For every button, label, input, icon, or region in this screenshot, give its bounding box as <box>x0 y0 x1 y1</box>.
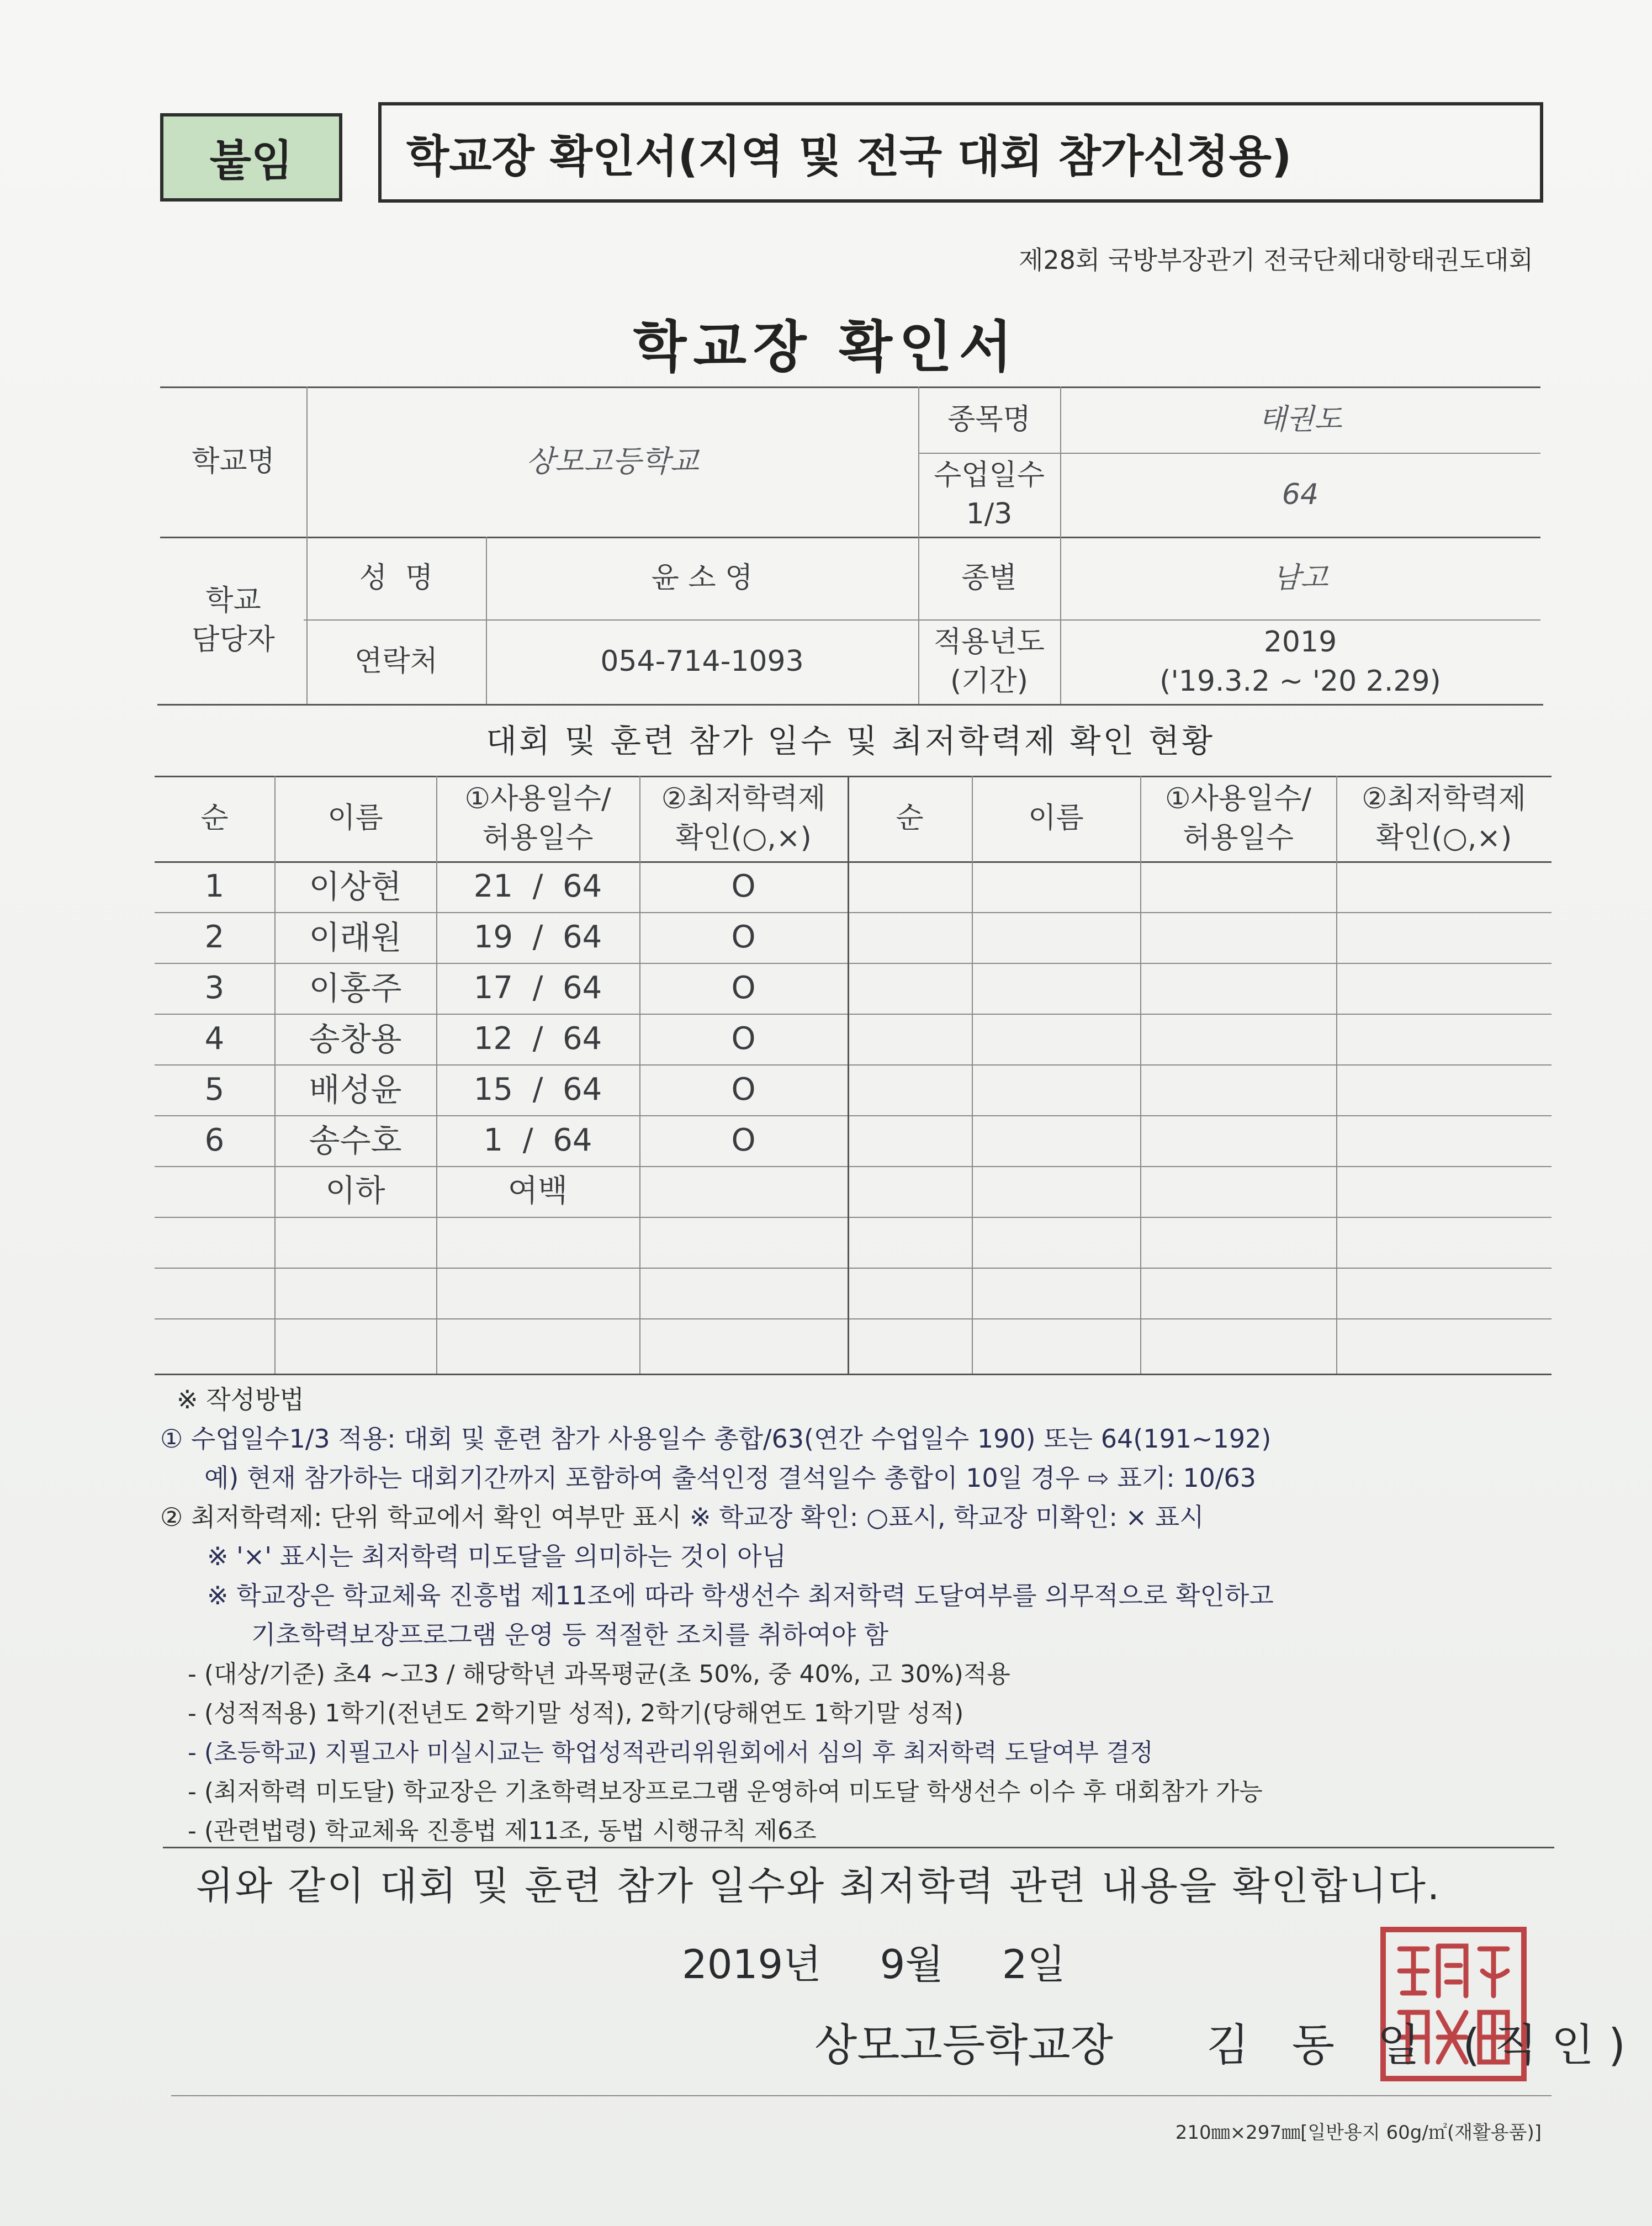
issue-date: 2019년 9월 2일 <box>682 1941 1066 1988</box>
header-no: 순 <box>200 802 229 835</box>
row-days: 12 / 64 <box>473 1021 602 1057</box>
type-label: 종별 <box>961 561 1017 595</box>
row-check: O <box>731 1072 756 1108</box>
header-name-right: 이름 <box>1028 802 1084 835</box>
row-name: 이래원 <box>309 918 402 956</box>
row-check: O <box>731 970 756 1006</box>
section-title: 대회 및 훈련 참가 일수 및 최저학력제 확인 현황 <box>485 722 1215 760</box>
row-days: 여백 <box>507 1173 568 1210</box>
note-line: ※ 학교장은 학교체육 진흥법 제11조에 따라 학생선수 최저학력 도달여부를 의무적으로 확인하고 <box>207 1581 1274 1610</box>
contact-value: 054-714-1093 <box>600 645 804 679</box>
row-check: O <box>731 919 756 956</box>
row-no: 4 <box>204 1021 225 1057</box>
header-days: ①사용일수/ 허용일수 <box>464 782 611 855</box>
row-name: 송수호 <box>309 1121 402 1159</box>
header-name: 이름 <box>327 802 383 835</box>
row-name: 이홍주 <box>309 969 402 1007</box>
note-line: - (관련법령) 학교체육 진흥법 제11조, 동법 시행규칙 제6조 <box>188 1817 817 1845</box>
row-no: 5 <box>204 1072 225 1108</box>
note-line: - (초등학교) 지필고사 미실시교는 학업성적관리위원회에서 심의 후 최저학력 도달여부 결정 <box>188 1739 1153 1767</box>
principal-title: 상모고등학교장 <box>814 2020 1113 2071</box>
note-line: - (성적적용) 1학기(전년도 2학기말 성적), 2학기(당해연도 1학기말 성적) <box>188 1699 964 1727</box>
row-no: 6 <box>204 1122 225 1159</box>
type-value: 남고 <box>1272 561 1328 595</box>
row-days: 19 / 64 <box>473 919 602 956</box>
name-value: 윤 소 영 <box>651 561 753 595</box>
school-value: 상모고등학교 <box>526 443 699 479</box>
row-name: 송창용 <box>309 1020 402 1058</box>
row-check: O <box>731 1021 756 1057</box>
row-days: 21 / 64 <box>473 868 602 905</box>
note-line: - (대상/기준) 초4 ~고3 / 해당학년 과목평균(초 50%, 중 40%, 고 30%)적용 <box>188 1660 1010 1688</box>
note-line: ① 수업일수1/3 적용: 대회 및 훈련 참가 사용일수 총합/63(연간 수업일수 190) 또는 64(191~192) <box>160 1424 1272 1454</box>
event-name: 제28회 국방부장관기 전국단체대항태권도대회 <box>1018 245 1533 275</box>
year-label: 적용년도 (기간) <box>934 626 1045 698</box>
header-no-right: 순 <box>896 802 924 835</box>
row-check: O <box>731 868 756 905</box>
school-label: 학교명 <box>192 444 275 478</box>
header-check-right: ②최저학력제 확인(○,×) <box>1362 782 1526 855</box>
document-title: 학교장 확인서 <box>633 315 1019 379</box>
row-days: 1 / 64 <box>483 1122 592 1159</box>
name-label: 성 명 <box>359 561 433 595</box>
sport-value: 태권도 <box>1258 402 1342 436</box>
manager-label: 학교 담당자 <box>192 584 275 656</box>
note-line: 기초학력보장프로그램 운영 등 적절한 조치를 취하여야 함 <box>251 1620 889 1650</box>
year-value: 2019 ('19.3.2 ~ '20 2.29) <box>1159 626 1441 698</box>
row-name: 이상현 <box>309 867 402 905</box>
row-no: 2 <box>204 919 225 956</box>
row-days: 15 / 64 <box>473 1072 602 1108</box>
note-line: - (최저학력 미도달) 학교장은 기초학력보장프로그램 운영하여 미도달 학생선수 이수 후 대회참가 가능 <box>188 1778 1263 1806</box>
header-days-right: ①사용일수/ 허용일수 <box>1164 782 1312 855</box>
note-line: ② 최저학력제: 단위 학교에서 확인 여부만 표시 ※ 학교장 확인: ○표시, 학교장 미확인: × 표시 <box>160 1502 1204 1532</box>
paper-spec-footer: 210㎜×297㎜[일반용지 60g/㎡(재활용품)] <box>1175 2122 1542 2144</box>
contact-label: 연락처 <box>354 645 438 679</box>
row-no: 1 <box>204 868 225 905</box>
notes-title: ※ 작성방법 <box>177 1385 304 1414</box>
form-title-box: 학교장 확인서(지역 및 전국 대회 참가신청용) <box>378 102 1543 203</box>
principal-name: 김 동 일 (직인) <box>1206 2020 1640 2071</box>
row-name: 배성윤 <box>309 1070 402 1109</box>
days-label: 수업일수 1/3 <box>934 458 1045 531</box>
attachment-badge: 붙임 <box>160 113 342 202</box>
row-name: 이하 <box>325 1173 385 1210</box>
confirmation-statement: 위와 같이 대회 및 훈련 참가 일수와 최저학력 관련 내용을 확인합니다. <box>196 1863 1442 1909</box>
row-days: 17 / 64 <box>473 970 602 1006</box>
note-line: 예) 현재 참가하는 대회기간까지 포함하여 출석인정 결석일수 총합이 10일 경우 ⇨ 표기: 10/63 <box>204 1463 1256 1493</box>
note-line: ※ '×' 표시는 최저학력 미도달을 의미하는 것이 아님 <box>207 1541 787 1571</box>
writing-instructions <box>160 1380 1574 1851</box>
row-check: O <box>731 1122 756 1159</box>
row-no: 3 <box>204 970 225 1006</box>
days-value: 64 <box>1282 478 1319 511</box>
sport-label: 종목명 <box>947 402 1031 436</box>
header-check: ②최저학력제 확인(○,×) <box>661 782 826 855</box>
